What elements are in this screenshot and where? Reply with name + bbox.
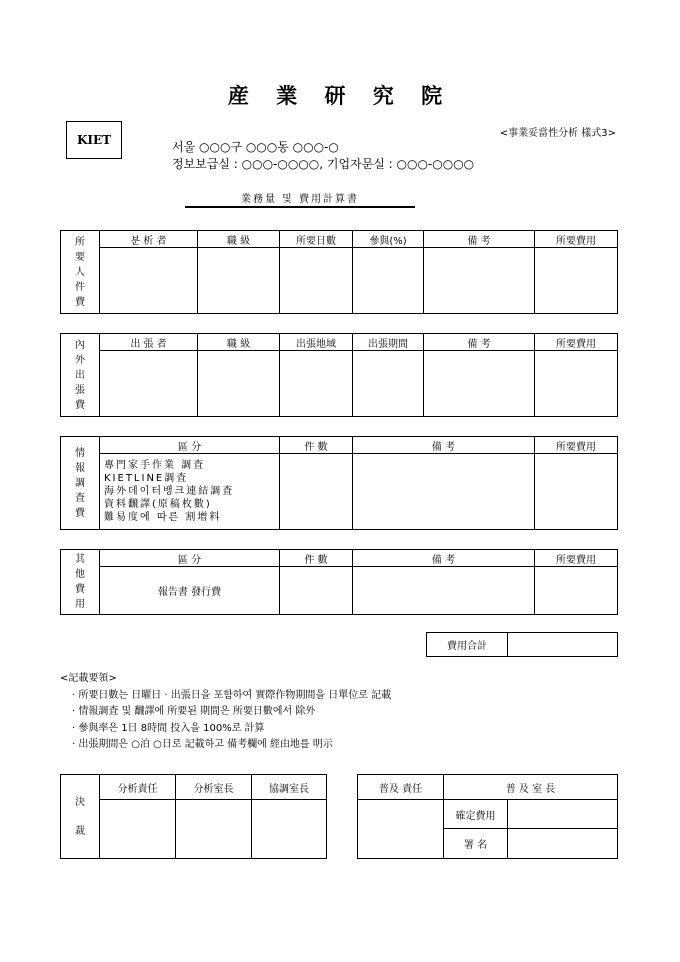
other-side-label: 其 他 費 用	[61, 550, 100, 615]
approval-table-right	[357, 774, 618, 859]
travel-side-label: 內 外 出 張 費	[61, 334, 100, 417]
subtitle-underline	[185, 206, 415, 208]
col-remarks: 備 考	[353, 437, 535, 454]
input-cell[interactable]	[280, 351, 353, 417]
col-participation: 參與(%)	[353, 231, 424, 248]
col-rank: 職 級	[198, 231, 280, 248]
col-remarks: 備 考	[424, 231, 535, 248]
input-cell[interactable]	[353, 248, 424, 314]
info-item-list	[100, 454, 280, 530]
coordination-director: 協調室長	[252, 775, 327, 800]
signature-box[interactable]	[252, 800, 327, 859]
input-cell[interactable]	[280, 567, 353, 615]
input-cell[interactable]	[535, 454, 618, 530]
input-cell[interactable]	[353, 454, 535, 530]
col-count: 件 數	[280, 437, 353, 454]
personnel-cost-table	[60, 230, 618, 314]
col-category: 區 分	[100, 550, 280, 567]
approval-side-label: 決 裁	[61, 775, 100, 859]
report-publishing-item: 報告書 發行費	[100, 567, 280, 615]
document-subtitle: 業務量 및 費用計算書	[240, 194, 360, 205]
input-cell[interactable]	[198, 248, 280, 314]
list-item: · 所要日數는 日曜日 · 出張日을 포함하여 實際作物期間을 日單位로 記載	[72, 689, 392, 701]
input-cell[interactable]	[535, 248, 618, 314]
signature-label: 署 名	[444, 829, 508, 859]
other-cost-table	[60, 549, 618, 615]
analysis-responsible: 分析責任	[100, 775, 176, 800]
input-cell[interactable]	[353, 567, 535, 615]
col-count: 件 數	[280, 550, 353, 567]
list-item: 海外데이터뱅크連結調査	[104, 486, 235, 497]
dissemination-director: 普 及 室 長	[444, 775, 618, 800]
notes-heading: <記載要領>	[60, 673, 117, 684]
col-remarks: 備 考	[353, 550, 535, 567]
input-cell[interactable]	[100, 351, 198, 417]
signature-box[interactable]	[176, 800, 252, 859]
input-cell[interactable]	[535, 351, 618, 417]
input-cell[interactable]	[198, 351, 280, 417]
col-region: 出張地域	[280, 334, 353, 351]
dissemination-responsible: 普及 責任	[358, 775, 444, 800]
confirmed-cost-value[interactable]	[508, 800, 618, 829]
writing-guidelines	[60, 671, 391, 754]
signature-value[interactable]	[508, 829, 618, 859]
list-item: · 參與率은 1日 8時間 投入을 100%로 計算	[72, 722, 265, 734]
col-cost: 所要費用	[535, 437, 618, 454]
col-cost: 所要費用	[535, 231, 618, 248]
input-cell[interactable]	[280, 454, 353, 530]
list-item: · 情報調査 및 飜譯에 所要된 期間은 所要日數에서 除外	[72, 706, 316, 717]
col-category: 區 分	[100, 437, 280, 454]
total-label: 費用合計	[427, 633, 508, 657]
col-days: 所要日數	[280, 231, 353, 248]
confirmed-cost-label: 確定費用	[444, 800, 508, 829]
form-identifier: <事業妥當性分析 樣式3>	[499, 128, 616, 139]
info-side-label: 情 報 調 査 費	[61, 437, 100, 530]
list-item: 專門家手作業 調査	[104, 460, 206, 471]
list-item: · 出張期間은 ○泊 ○日로 記載하고 備考欄에 經由地를 明示	[72, 739, 333, 750]
col-cost: 所要費用	[535, 550, 618, 567]
address-line: 서울 ○○○구 ○○○동 ○○○-○	[172, 140, 339, 154]
list-item: KIETLINE調査	[104, 473, 189, 484]
approval-table-left	[60, 774, 327, 859]
kiet-logo: KIET	[66, 121, 122, 159]
input-cell[interactable]	[353, 351, 424, 417]
input-cell[interactable]	[424, 248, 535, 314]
col-cost: 所要費用	[535, 334, 618, 351]
contact-line: 정보보급실 : ○○○-○○○○, 기업자문실 : ○○○-○○○○	[172, 157, 475, 171]
total-cost-table	[426, 632, 618, 657]
col-period: 出張期間	[353, 334, 424, 351]
col-remarks: 備 考	[424, 334, 535, 351]
info-research-table	[60, 436, 618, 530]
signature-box[interactable]	[100, 800, 176, 859]
analysis-director: 分析室長	[176, 775, 252, 800]
col-rank: 職 級	[198, 334, 280, 351]
page-title: 産 業 研 究 院	[227, 83, 453, 108]
list-item: 難易度에 따른 割增料	[104, 512, 222, 523]
travel-cost-table	[60, 333, 618, 417]
col-traveler: 出 張 者	[100, 334, 198, 351]
total-value[interactable]	[508, 633, 618, 657]
input-cell[interactable]	[424, 351, 535, 417]
input-cell[interactable]	[535, 567, 618, 615]
list-item: 資料飜譯(原稿枚數)	[104, 499, 212, 510]
input-cell[interactable]	[280, 248, 353, 314]
input-cell[interactable]	[100, 248, 198, 314]
personnel-side-label: 所 要 人 件 費	[61, 231, 100, 314]
col-analyst: 분 析 者	[100, 231, 198, 248]
signature-box[interactable]	[358, 800, 444, 859]
